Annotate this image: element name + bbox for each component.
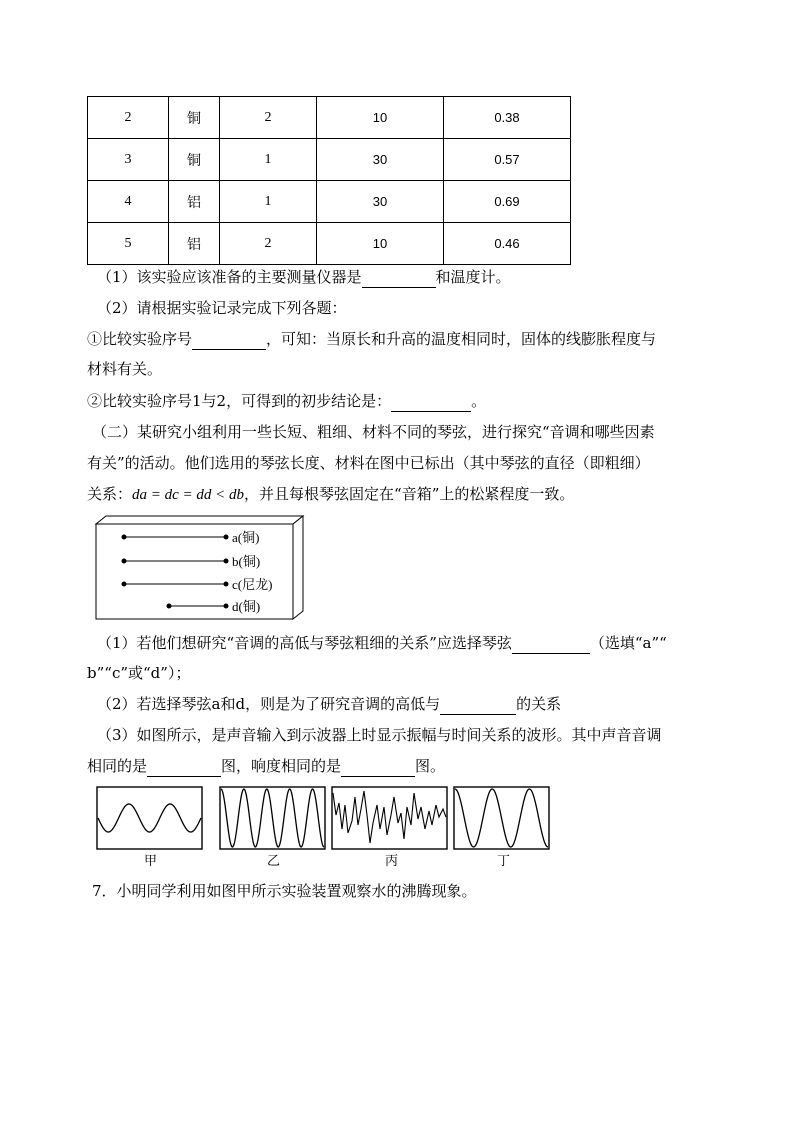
table-cell-no: 3	[88, 139, 169, 181]
label-ding: 丁	[497, 853, 511, 868]
string-label-b: b(铜)	[232, 554, 261, 569]
table-cell-material: 铜	[169, 139, 220, 181]
part2-intro-2: 有关”的活动。他们选用的琴弦长度、材料在图中已标出（其中琴弦的直径（即粗细）	[87, 454, 650, 472]
table-cell-temp: 30	[317, 181, 444, 223]
part2-question-1: （1）若他们想研究“音调的高低与琴弦粗细的关系”应选择琴弦 （选填“a”“	[97, 634, 667, 652]
string-label-c: c(尼龙)	[232, 577, 273, 592]
table-cell-no: 2	[88, 97, 169, 139]
table-cell-expansion: 0.46	[444, 223, 571, 265]
question-2-1-cont: 材料有关。	[87, 360, 163, 378]
answer-blank[interactable]	[147, 760, 221, 777]
answer-blank[interactable]	[440, 698, 516, 715]
string-label-a: a(铜)	[232, 530, 260, 545]
part2-question-3: （3）如图所示，是声音输入到示波器上时显示振幅与时间关系的波形。其中声音音调	[97, 726, 662, 744]
table-cell-length: 1	[220, 181, 317, 223]
table-cell-temp: 10	[317, 223, 444, 265]
label-yi: 乙	[267, 853, 281, 868]
part2-intro-1: （二）某研究小组利用一些长短、粗细、材料不同的琴弦，进行探究“音调和哪些因素	[92, 423, 655, 441]
table-row	[88, 97, 571, 139]
label-bing: 丙	[385, 853, 399, 868]
string-label-d: d(铜)	[232, 599, 261, 614]
answer-blank[interactable]	[391, 395, 471, 412]
part2-question-1-cont: b”“c”或“d”）；	[87, 664, 191, 682]
question-2-2: ②比较实验序号1与2，可得到的初步结论是： 。	[87, 392, 487, 410]
waveform-yi	[220, 787, 325, 868]
table-cell-length: 1	[220, 139, 317, 181]
answer-blank[interactable]	[512, 637, 590, 654]
table-row	[88, 181, 571, 223]
label-jia: 甲	[144, 853, 158, 868]
answer-blank[interactable]	[192, 333, 266, 350]
waveform-jia	[97, 787, 202, 868]
table-cell-material: 铝	[169, 223, 220, 265]
experiment-table	[87, 96, 571, 265]
waveform-bing	[332, 787, 447, 868]
diameter-formula: da = dc = dd < db	[132, 487, 245, 503]
question-2-1: ①比较实验序号 ，可知：当原长和升高的温度相同时，固体的线膨胀程度与	[87, 330, 657, 348]
table-cell-temp: 30	[317, 139, 444, 181]
table-cell-no: 4	[88, 181, 169, 223]
waveform-figure	[96, 785, 556, 870]
table-cell-material: 铝	[169, 181, 220, 223]
table-cell-expansion: 0.57	[444, 139, 571, 181]
table-row	[88, 223, 571, 265]
waveform-ding	[454, 787, 549, 868]
part2-question-2: （2）若选择琴弦a和d，则是为了研究音调的高低与 的关系	[97, 695, 562, 713]
table-row	[88, 139, 571, 181]
answer-blank[interactable]	[341, 760, 415, 777]
table-cell-no: 5	[88, 223, 169, 265]
table-cell-length: 2	[220, 97, 317, 139]
table-cell-expansion: 0.38	[444, 97, 571, 139]
table-cell-expansion: 0.69	[444, 181, 571, 223]
question-1: （1）该实验应该准备的主要测量仪器是 和温度计。	[97, 268, 511, 286]
string-box-figure	[94, 514, 306, 622]
table-cell-length: 2	[220, 223, 317, 265]
question-7: 7．小明同学利用如图甲所示实验装置观察水的沸腾现象。	[92, 882, 477, 900]
part2-question-3-cont: 相同的是 图，响度相同的是 图。	[87, 757, 446, 775]
answer-blank[interactable]	[362, 271, 436, 288]
table-cell-material: 铜	[169, 97, 220, 139]
part2-intro-3: 关系：da = dc = dd < db，并且每根琴弦固定在“音箱”上的松紧程度一致。	[87, 485, 575, 503]
question-2: （2）请根据实验记录完成下列各题：	[97, 299, 347, 317]
table-cell-temp: 10	[317, 97, 444, 139]
